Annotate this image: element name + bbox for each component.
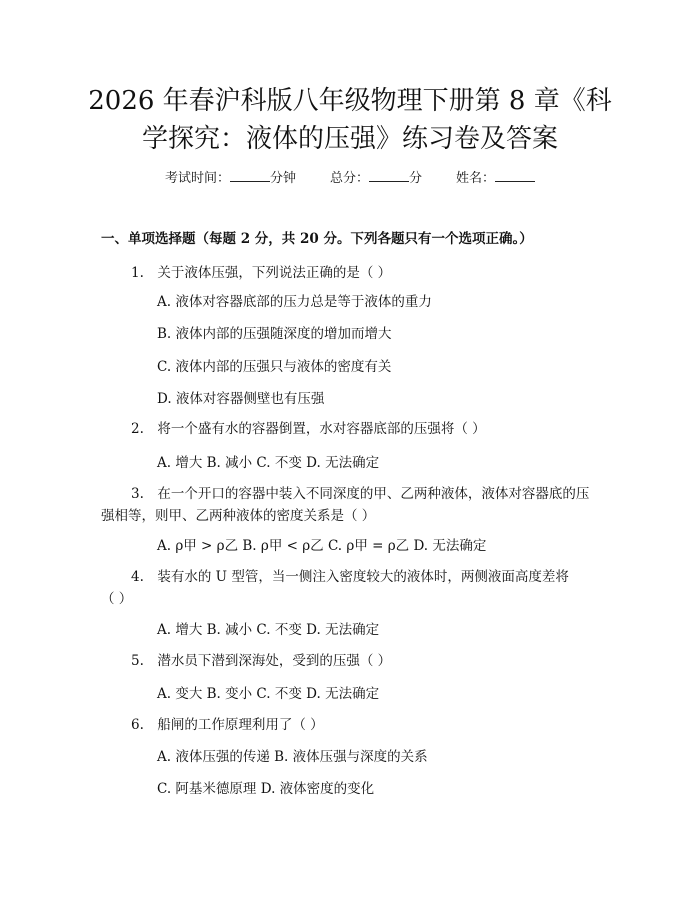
time-unit: 分钟 [269, 171, 296, 186]
question-3-stem-line-2: 强相等，则甲、乙两种液体的密度关系是（ ） [101, 508, 376, 524]
question-6-options-line-1: A. 液体压强的传递 B. 液体压强与深度的关系 [157, 749, 428, 765]
question-3-stem-line-1: 3. 在一个开口的容器中装入不同深度的甲、乙两种液体，液体对容器底的压 [131, 486, 590, 502]
question-1-option-a: A. 液体对容器底部的压力总是等于液体的重力 [157, 294, 432, 310]
name-label: 姓名： [456, 171, 496, 186]
document-title [60, 82, 640, 158]
question-1-option-b: B. 液体内部的压强随深度的增加而增大 [157, 326, 392, 342]
score-unit: 分 [409, 171, 423, 186]
question-6-stem: 6. 船闸的工作原理利用了（ ） [131, 717, 324, 733]
time-label: 考试时间： [164, 171, 230, 186]
question-1-stem: 1. 关于液体压强，下列说法正确的是（ ） [131, 265, 392, 281]
question-4-stem-line-1: 4. 装有水的 U 型管，当一侧注入密度较大的液体时，两侧液面高度差将 [131, 569, 569, 585]
question-4-stem-line-2: （ ） [101, 591, 133, 607]
question-2-stem: 2. 将一个盛有水的容器倒置，水对容器底部的压强将（ ） [131, 421, 486, 437]
exam-meta-line [0, 168, 700, 188]
question-2-options: A. 增大 B. 减小 C. 不变 D. 无法确定 [157, 455, 380, 471]
question-5-stem: 5. 潜水员下潜到深海处，受到的压强（ ） [131, 653, 392, 669]
name-blank [495, 168, 535, 182]
question-6-options-line-2: C. 阿基米德原理 D. 液体密度的变化 [157, 781, 375, 797]
question-3-options: A. ρ甲 > ρ乙 B. ρ甲 < ρ乙 C. ρ甲 = ρ乙 D. 无法确定 [157, 538, 487, 554]
question-5-options: A. 变大 B. 变小 C. 不变 D. 无法确定 [157, 686, 380, 702]
section-heading: 一、单项选择题（每题 2 分，共 20 分。下列各题只有一个选项正确。） [101, 231, 533, 247]
title-line-2: 学探究：液体的压强》练习卷及答案 [141, 124, 558, 154]
question-1-option-d: D. 液体对容器侧壁也有压强 [157, 391, 325, 407]
score-label: 总分： [329, 171, 369, 186]
question-1-option-c: C. 液体内部的压强只与液体的密度有关 [157, 359, 392, 375]
score-blank [369, 168, 409, 182]
title-line-1: 2026 年春沪科版八年级物理下册第 8 章《科 [88, 86, 612, 116]
question-4-options: A. 增大 B. 减小 C. 不变 D. 无法确定 [157, 622, 380, 638]
time-blank [230, 168, 270, 182]
